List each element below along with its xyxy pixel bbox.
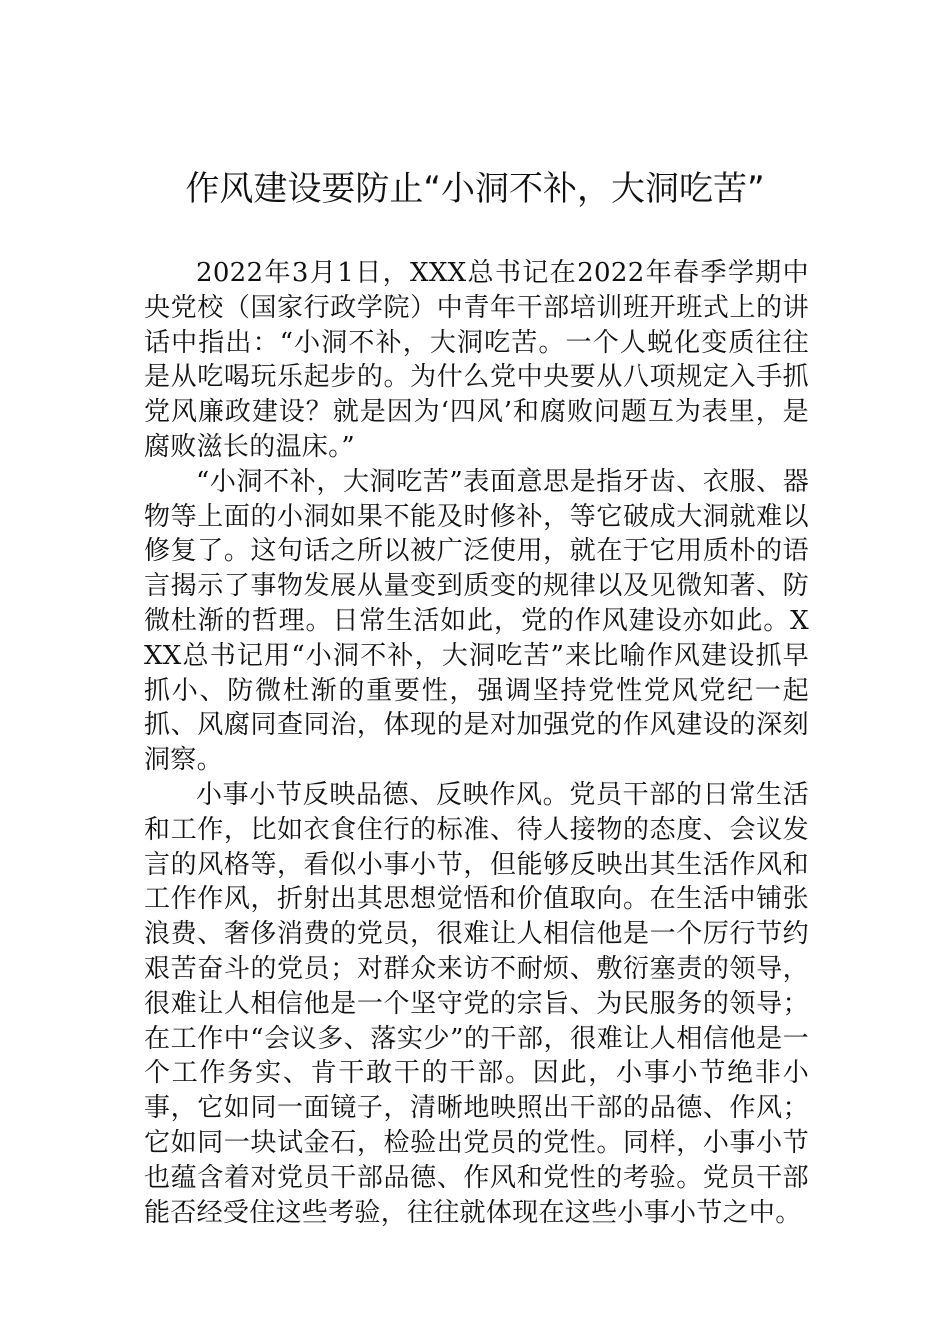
document-body [144,256,809,1230]
document-title: 作风建设要防止“小洞不补，大洞吃苦” [185,169,765,209]
paragraph-1: 2022年3月1日，XXX总书记在2022年春季学期中央党校（国家行政学院）中青年干部培训班开班式上的讲话中指出：“小洞不补，大洞吃苦。一个人蜕化变质往往是从吃喝玩乐起步的。为什么党中央要从八项规定入手抓党风廉政建设？就是因为‘四风’和腐败问题互为表里，是腐败滋长的温床。” [144,258,809,462]
paragraph-3: 小事小节反映品德、反映作风。党员干部的日常生活和工作，比如衣食住行的标准、待人接物的态度、会议发言的风格等，看似小事小节，但能够反映出其生活作风和工作作风，折射出其思想觉悟和价值取向。在生活中铺张浪费、奢侈消费的党员，很难让人相信他是一个厉行节约艰苦奋斗的党员；对群众来访不耐烦、敷衍塞责的领导，很难让人相信他是一个坚守党的宗旨、为民服务的领导；在工作中“会议多、落实少”的干部，很难让人相信他是一个工作务实、肯干敢干的干部。因此，小事小节绝非小事，它如同一面镜子，清晰地映照出干部的品德、作风；它如同一块试金石，检验出党员的党性。同样，小事小节也蕴含着对党员干部品德、作风和党性的考验。党员干部能否经受住这些考验，往往就体现在这些小事小节之中。 [144,779,809,1228]
paragraph-2: “小洞不补，大洞吃苦”表面意思是指牙齿、衣服、器物等上面的小洞如果不能及时修补，等它破成大洞就难以修复了。这句话之所以被广泛使用，就在于它用质朴的语言揭示了事物发展从量变到质变的规律以及见微知著、防微杜渐的哲理。日常生活如此，党的作风建设亦如此。XXX总书记用“小洞不补，大洞吃苦”来比喻作风建设抓早抓小、防微杜渐的重要性，强调坚持党性党风党纪一起抓、风腐同查同治，体现的是对加强党的作风建设的深刻洞察。 [144,466,809,776]
